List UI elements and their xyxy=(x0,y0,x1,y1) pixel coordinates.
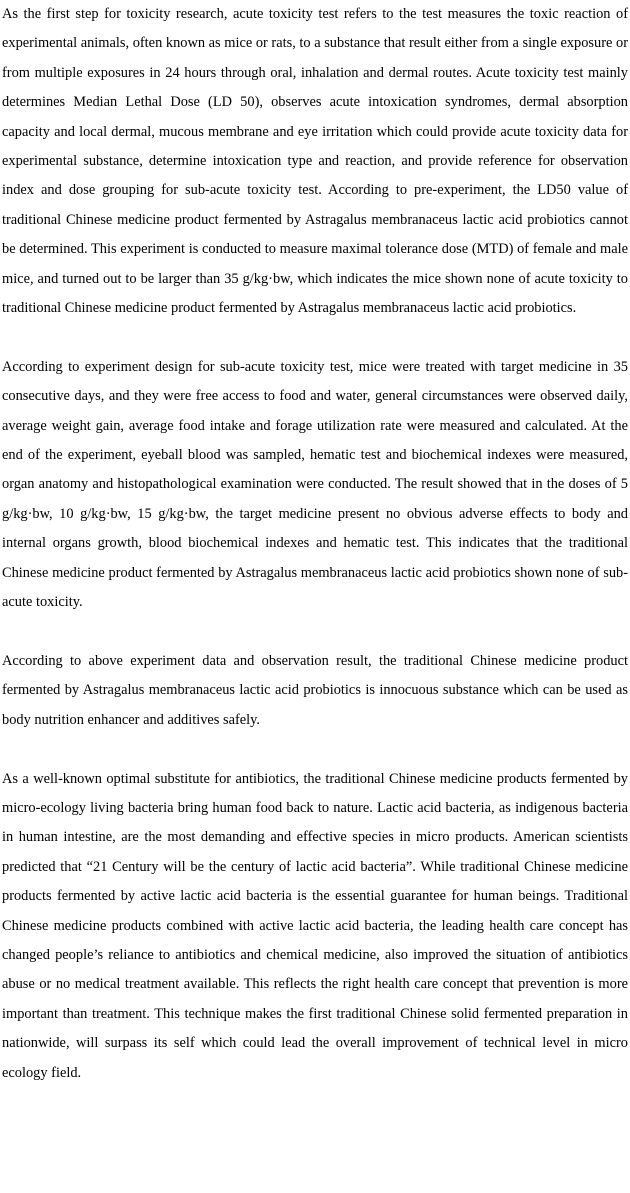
document-body xyxy=(2,0,628,1117)
paragraph-antibiotics-substitute: As a well-known optimal substitute for antibiotics, the traditional Chinese medicine products fermented by micro-ecology living bacteria bring human food back to nature. Lactic acid bacteria, as indigenous bacteria in human intestine, are the most demanding and effective species in micro products. American scientists predicted that “21 Century will be the century of lactic acid bacteria”. While traditional Chinese medicine products fermented by active lactic acid bacteria is the essential guarantee for human beings. Traditional Chinese medicine products combined with active lactic acid bacteria, the leading health care concept has changed people’s reliance to antibiotics and chemical medicine, also improved the situation of antibiotics abuse or no medical treatment available. This reflects the right health care concept that prevention is more important than treatment. This technique makes the first traditional Chinese solid fermented preparation in nationwide, will surpass its self which could lead the overall improvement of technical level in micro ecology field. xyxy=(2,770,628,1081)
paragraph-conclusion: According to above experiment data and observation result, the traditional Chinese medicine product fermented by Astragalus membranaceus lactic acid probiotics is innocuous substance which can be used as body nutrition enhancer and additives safely. xyxy=(2,652,628,728)
paragraph-acute-toxicity: As the first step for toxicity research, acute toxicity test refers to the test measures the toxic reaction of experimental animals, often known as mice or rats, to a substance that result either from a single exposure or from multiple exposures in 24 hours through oral, inhalation and dermal routes. Acute toxicity test mainly determines Median Lethal Dose (LD 50), observes acute intoxication syndromes, dermal absorption capacity and local dermal, mucous membrane and eye irritation which could provide acute toxicity data for experimental substance, determine intoxication type and reaction, and provide reference for observation index and dose grouping for sub-acute toxicity test. According to pre-experiment, the LD50 value of traditional Chinese medicine product fermented by Astragalus membranaceus lactic acid probiotics cannot be determined. This experiment is conducted to measure maximal tolerance dose (MTD) of female and male mice, and turned out to be larger than 35 g/kg·bw, which indicates the mice shown none of acute toxicity to traditional Chinese medicine product fermented by Astragalus membranaceus lactic acid probiotics. xyxy=(2,6,628,317)
paragraph-sub-acute-toxicity: According to experiment design for sub-acute toxicity test, mice were treated with target medicine in 35 consecutive days, and they were free access to food and water, general circumstances were observed daily, average weight gain, average food intake and forage utilization rate were measured and calculated. At the end of the experiment, eyeball blood was sampled, hematic test and biochemical indexes were measured, organ anatomy and histopathological examination were conducted. The result showed that in the doses of 5 g/kg·bw, 10 g/kg·bw, 15 g/kg·bw, the target medicine present no obvious adverse effects to body and internal organs growth, blood biochemical indexes and hematic test. This indicates that the traditional Chinese medicine product fermented by Astragalus membranaceus lactic acid probiotics shown none of sub-acute toxicity. xyxy=(2,358,628,611)
